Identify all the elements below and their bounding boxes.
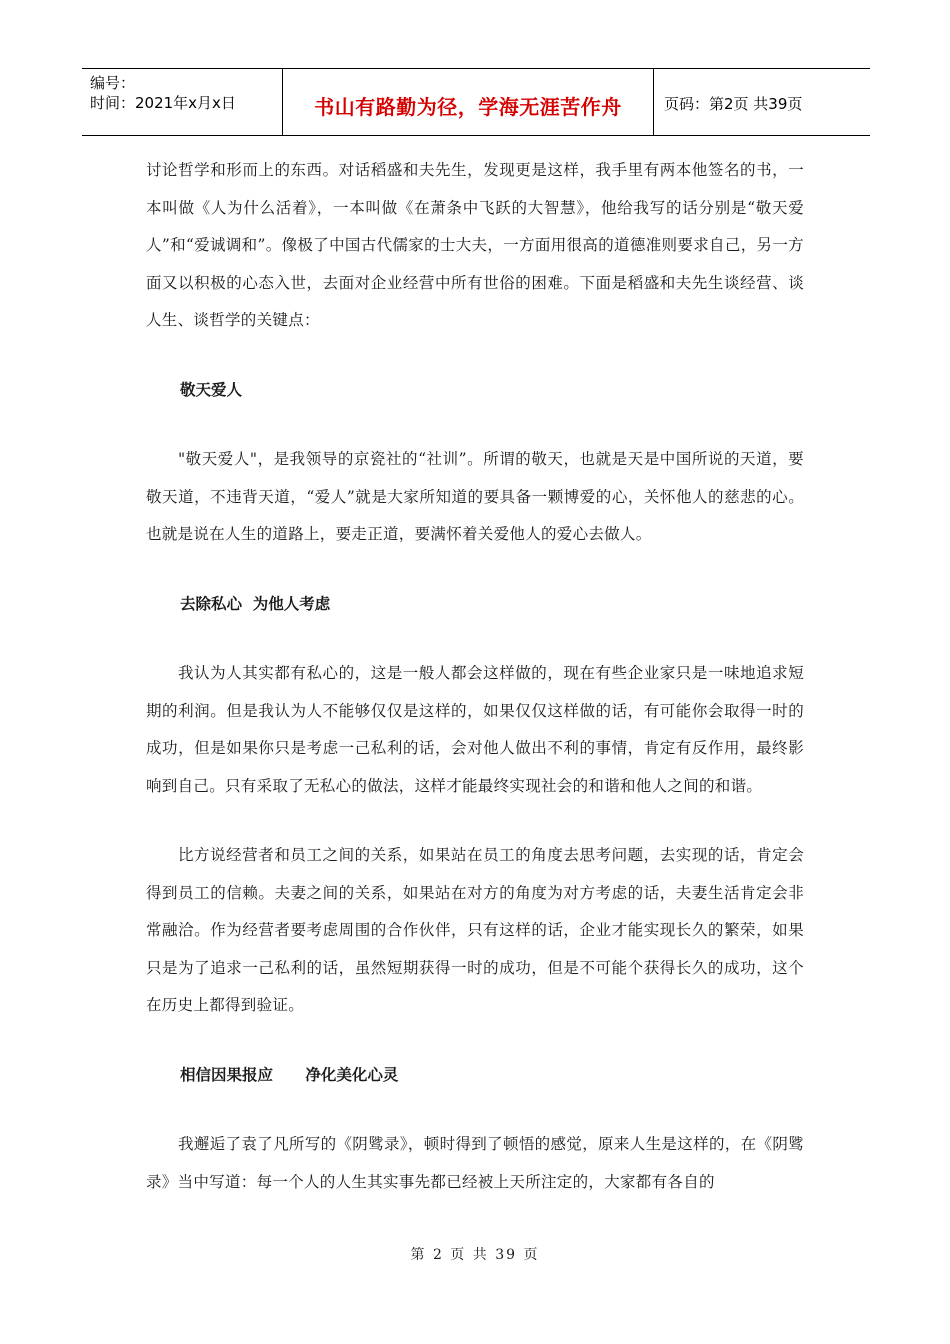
section-3-paragraph: 我邂逅了袁了凡所写的《阴骘录》，顿时得到了顿悟的感觉，原来人生是这样的，在《阴骘录》当中写道：每一个人的人生其实事先都已经被上天所注定的，大家都有各自的 <box>146 1135 804 1191</box>
spacer <box>146 1094 804 1126</box>
serial-label: 编号： <box>90 74 136 92</box>
spacer <box>146 554 804 586</box>
date-label: 时间：2021年x月x日 <box>90 94 236 112</box>
header-motto-cell <box>282 69 654 135</box>
spacer <box>146 1025 804 1057</box>
page-footer: 第 2 页 共 39 页 <box>410 1247 540 1263</box>
document-header <box>82 68 870 136</box>
spacer <box>146 623 804 655</box>
section-heading-1: 敬天爱人 <box>180 380 243 399</box>
section-1-paragraph: "敬天爱人"，是我领导的京瓷社的“社训”。所谓的敬天，也就是天是中国所说的天道，要敬天道，不违背天道，“爱人”就是大家所知道的要具备一颗博爱的心，关怀他人的慈悲的心。也就是说在人生的道路上，要走正道，要满怀着关爱他人的爱心去做人。 <box>146 450 804 543</box>
section-heading-3: 相信因果报应 净化美化心灵 <box>180 1065 399 1084</box>
header-page-cell <box>654 69 870 135</box>
document-body <box>146 152 804 1201</box>
header-motto: 书山有路勤为径，学海无涯苦作舟 <box>314 94 622 119</box>
header-page-info: 页码：第2页 共39页 <box>664 95 803 113</box>
spacer <box>146 340 804 372</box>
intro-paragraph: 讨论哲学和形而上的东西。对话稻盛和夫先生，发现更是这样，我手里有两本他签名的书，一本叫做《人为什么活着》，一本叫做《在萧条中飞跃的大智慧》，他给我写的话分别是“敬天爱人”和“爱诚调和”。像极了中国古代儒家的士大夫，一方面用很高的道德准则要求自己，另一方面又以积极的心态入世，去面对企业经营中所有世俗的困难。下面是稻盛和夫先生谈经营、谈人生、谈哲学的关键点： <box>146 161 804 329</box>
section-2-paragraph-2: 比方说经营者和员工之间的关系，如果站在员工的角度去思考问题，去实现的话，肯定会得到员工的信赖。夫妻之间的关系，如果站在对方的角度为对方考虑的话，夫妻生活肯定会非常融洽。作为经营者要考虑周围的合作伙伴，只有这样的话，企业才能实现长久的繁荣，如果只是为了追求一己私利的话，虽然短期获得一时的成功，但是不可能个获得长久的成功，这个在历史上都得到验证。 <box>146 846 804 1014</box>
header-meta-cell <box>82 69 282 135</box>
spacer <box>146 409 804 441</box>
spacer <box>146 805 804 837</box>
section-2-paragraph-1: 我认为人其实都有私心的，这是一般人都会这样做的，现在有些企业家只是一味地追求短期的利润。但是我认为人不能够仅仅是这样的，如果仅仅这样做的话，有可能你会取得一时的成功，但是如果你只是考虑一己私利的话，会对他人做出不利的事情，肯定有反作用，最终影响到自己。只有采取了无私心的做法，这样才能最终实现社会的和谐和他人之间的和谐。 <box>146 664 804 795</box>
section-heading-2: 去除私心 为他人考虑 <box>180 594 331 613</box>
